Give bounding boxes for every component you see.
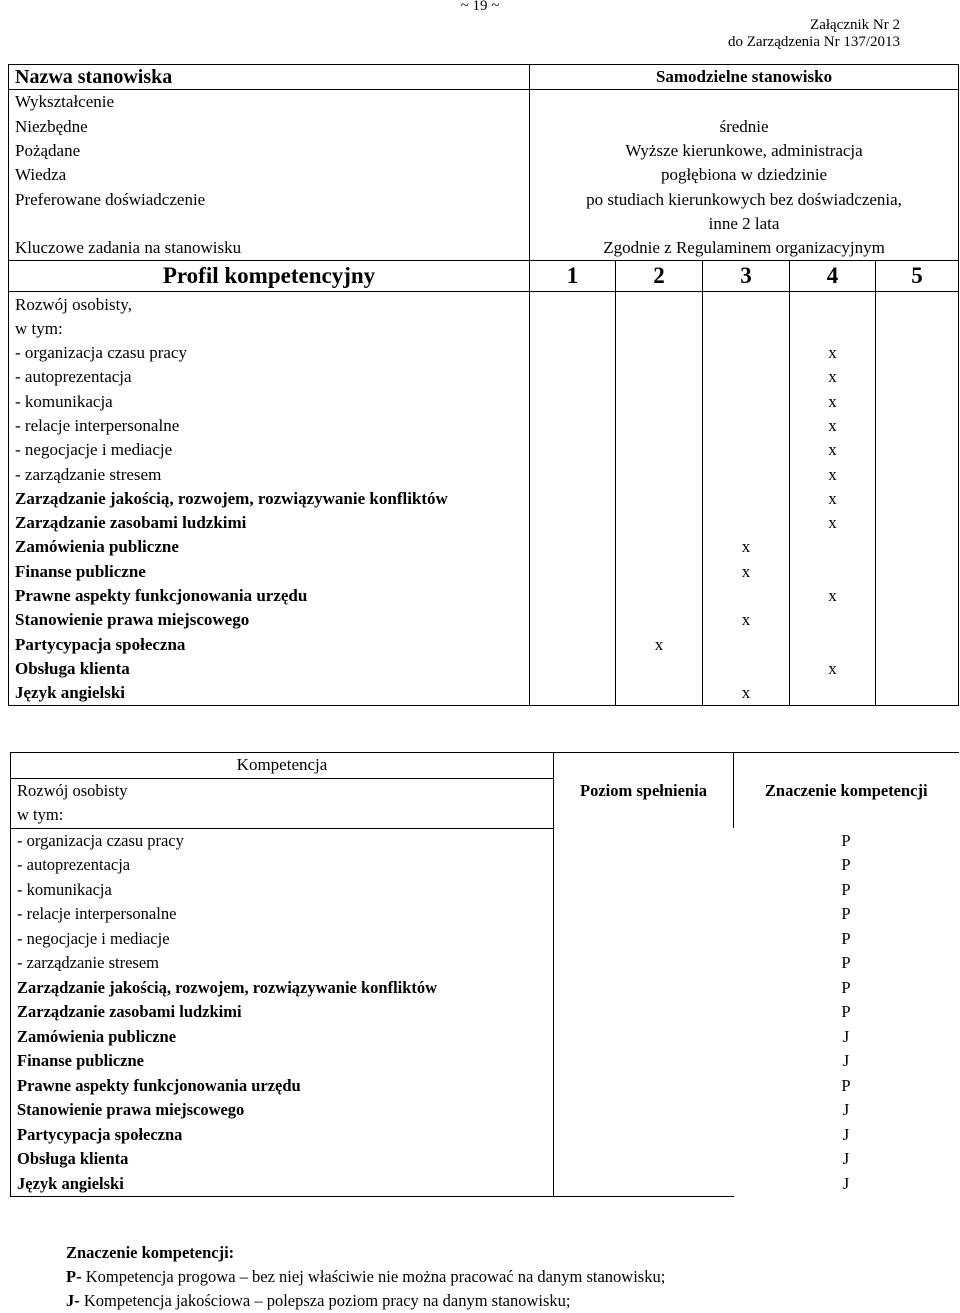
- level-cell-4: [790, 535, 876, 559]
- required-label: Niezbędne: [9, 115, 530, 139]
- personal-development-subheading: w tym:: [9, 317, 530, 341]
- level-cell-5: [876, 608, 959, 632]
- competence-row-label: - autoprezentacja: [11, 853, 554, 878]
- fulfilment-level-cell: [554, 1098, 734, 1123]
- profile-row: [9, 511, 959, 535]
- fulfilment-level-cell: [554, 878, 734, 903]
- level-cell-5: [876, 511, 959, 535]
- fulfilment-level-cell: [554, 927, 734, 952]
- legend-j-text: Kompetencja jakościowa – polepsza poziom pracy na danym stanowisku;: [79, 1291, 571, 1310]
- level-cell-2: [616, 487, 703, 511]
- profile-row: [9, 414, 959, 438]
- profile-row: [9, 487, 959, 511]
- level-cell-4: [790, 487, 876, 511]
- competence-row: [11, 1074, 959, 1099]
- level-header-5: 5: [876, 261, 959, 292]
- level-cell-4: [790, 608, 876, 632]
- level-cell-4: [790, 414, 876, 438]
- competence-row: [11, 902, 959, 927]
- level-mark: x: [828, 416, 837, 435]
- level-cell-1: [530, 462, 616, 486]
- education-label: Wykształcenie: [9, 90, 530, 115]
- profile-row-label: - negocjacje i mediacje: [9, 438, 530, 462]
- level-mark: x: [654, 634, 664, 654]
- profile-row: [9, 535, 959, 559]
- significance-cell: P: [841, 830, 851, 850]
- level-cell-4: [790, 584, 876, 608]
- annex-line-1: Załącznik Nr 2: [810, 17, 900, 33]
- profile-row: [9, 560, 959, 584]
- profile-row: [9, 365, 959, 389]
- competence-row: [11, 853, 959, 878]
- level-mark: x: [828, 440, 837, 460]
- level-cell-3: [703, 681, 790, 706]
- profile-row-label: - komunikacja: [9, 390, 530, 414]
- competence-row: [11, 1000, 959, 1025]
- fulfilment-level-cell: [554, 902, 734, 927]
- personal-development-heading: Rozwój osobisty,: [9, 292, 530, 317]
- level-cell-2: [616, 438, 703, 462]
- significance-cell: J: [842, 1100, 850, 1120]
- level-cell-2: [616, 511, 703, 535]
- level-mark: x: [828, 367, 837, 387]
- competence-row: [11, 1025, 959, 1050]
- fulfilment-level-header: Poziom spełnienia: [554, 753, 734, 829]
- knowledge-label: Wiedza: [9, 163, 530, 187]
- level-cell-3: [703, 341, 790, 365]
- significance-cell: P: [841, 855, 851, 875]
- level-cell-4: [790, 657, 876, 681]
- level-mark: x: [741, 683, 751, 703]
- level-cell-3: [703, 608, 790, 632]
- profile-row-label: Obsługa klienta: [9, 657, 530, 681]
- significance-cell: P: [841, 928, 851, 948]
- profile-row-label: Partycypacja społeczna: [9, 633, 530, 657]
- level-cell-5: [876, 681, 959, 706]
- position-name-value: Samodzielne stanowisko: [530, 65, 959, 90]
- level-cell-1: [530, 633, 616, 657]
- level-cell-1: [530, 560, 616, 584]
- level-cell-1: [530, 341, 616, 365]
- competence-row-label: - zarządzanie stresem: [11, 951, 554, 976]
- level-cell-1: [530, 365, 616, 389]
- level-cell-5: [876, 535, 959, 559]
- level-cell-3: [703, 511, 790, 535]
- legend-p: [66, 1265, 665, 1289]
- competence-row-label: - relacje interpersonalne: [11, 902, 554, 927]
- profile-row-label: - relacje interpersonalne: [9, 414, 530, 438]
- experience-label-continued: [9, 212, 530, 236]
- level-cell-4: [790, 560, 876, 584]
- profile-row-label: Zarządzanie jakością, rozwojem, rozwiązywanie konfliktów: [9, 487, 530, 511]
- competence-row-label: Finanse publiczne: [11, 1049, 554, 1074]
- level-header-1: 1: [530, 261, 616, 292]
- significance-cell: P: [841, 1002, 851, 1022]
- level-mark: x: [741, 537, 751, 557]
- profile-row-label: - autoprezentacja: [9, 365, 530, 389]
- level-cell-1: [530, 390, 616, 414]
- preferred-label: Pożądane: [9, 139, 530, 163]
- key-tasks-label: Kluczowe zadania na stanowisku: [9, 236, 530, 261]
- level-mark: x: [828, 488, 837, 508]
- profile-row: [9, 390, 959, 414]
- significance-cell: P: [841, 977, 851, 997]
- preferred-value: Wyższe kierunkowe, administracja: [530, 139, 959, 163]
- profile-row: [9, 462, 959, 486]
- level-mark: x: [828, 391, 837, 411]
- level-cell-5: [876, 560, 959, 584]
- significance-header: Znaczenie kompetencji: [734, 753, 959, 829]
- profile-row-label: Prawne aspekty funkcjonowania urzędu: [9, 584, 530, 608]
- competence-row: [11, 1172, 959, 1197]
- level-cell-1: [530, 487, 616, 511]
- competence-row-label: - komunikacja: [11, 878, 554, 903]
- level-cell-1: [530, 657, 616, 681]
- level-cell-3: [703, 560, 790, 584]
- level-cell-5: [876, 633, 959, 657]
- significance-cell: J: [842, 1149, 850, 1169]
- competence-row-label: Prawne aspekty funkcjonowania urzędu: [11, 1074, 554, 1099]
- level-cell-2: [616, 390, 703, 414]
- level-mark: x: [828, 513, 837, 533]
- level-cell-3: [703, 584, 790, 608]
- personal-development-subheading-2: w tym:: [11, 803, 554, 828]
- significance-cell: J: [842, 1026, 850, 1046]
- level-cell-5: [876, 584, 959, 608]
- fulfilment-level-cell: [554, 853, 734, 878]
- profile-row-label: - organizacja czasu pracy: [9, 341, 530, 365]
- fulfilment-level-cell: [554, 828, 734, 853]
- competence-row-label: Obsługa klienta: [11, 1147, 554, 1172]
- profile-row: [9, 633, 959, 657]
- legend-title: Znaczenie kompetencji:: [66, 1243, 235, 1262]
- level-mark: x: [828, 658, 837, 678]
- level-cell-4: [790, 365, 876, 389]
- level-mark: x: [828, 343, 837, 363]
- level-cell-5: [876, 438, 959, 462]
- competence-row: [11, 1049, 959, 1074]
- competence-row-label: Partycypacja społeczna: [11, 1123, 554, 1148]
- level-cell-2: [616, 560, 703, 584]
- fulfilment-level-cell: [554, 1074, 734, 1099]
- level-cell-2: [616, 633, 703, 657]
- level-cell-4: [790, 341, 876, 365]
- level-cell-2: [616, 414, 703, 438]
- legend-p-key: P-: [66, 1267, 82, 1286]
- profile-row: [9, 341, 959, 365]
- level-cell-3: [703, 487, 790, 511]
- education-value: [530, 90, 959, 115]
- competence-row-label: - organizacja czasu pracy: [11, 828, 554, 853]
- level-cell-4: [790, 681, 876, 706]
- competence-row: [11, 927, 959, 952]
- competence-row-label: Język angielski: [11, 1172, 554, 1197]
- level-cell-2: [616, 608, 703, 632]
- level-header-3: 3: [703, 261, 790, 292]
- required-value: średnie: [530, 115, 959, 139]
- level-cell-3: [703, 535, 790, 559]
- experience-value-2: inne 2 lata: [530, 212, 959, 236]
- significance-cell: P: [841, 879, 851, 899]
- competence-row: [11, 1147, 959, 1172]
- level-cell-1: [530, 584, 616, 608]
- profile-row: [9, 608, 959, 632]
- experience-label: Preferowane doświadczenie: [9, 187, 530, 211]
- profile-title: Profil kompetencyjny: [9, 261, 530, 292]
- competence-row: [11, 828, 959, 853]
- competence-header: Kompetencja: [11, 753, 554, 779]
- significance-cell: P: [841, 904, 851, 924]
- level-header-4: 4: [790, 261, 876, 292]
- level-cell-1: [530, 414, 616, 438]
- annex-line-2: do Zarządzenia Nr 137/2013: [727, 34, 900, 50]
- profile-row-label: Stanowienie prawa miejscowego: [9, 608, 530, 632]
- level-cell-5: [876, 414, 959, 438]
- profile-row-label: - zarządzanie stresem: [9, 462, 530, 486]
- level-cell-5: [876, 341, 959, 365]
- level-cell-1: [530, 438, 616, 462]
- fulfilment-level-cell: [554, 1025, 734, 1050]
- profile-row-label: Zarządzanie zasobami ludzkimi: [9, 511, 530, 535]
- competence-row-label: Stanowienie prawa miejscowego: [11, 1098, 554, 1123]
- competence-row: [11, 951, 959, 976]
- competence-row-label: Zamówienia publiczne: [11, 1025, 554, 1050]
- personal-development-heading-2: Rozwój osobisty: [11, 778, 554, 803]
- competence-row-label: Zarządzanie jakością, rozwojem, rozwiązywanie konfliktów: [11, 976, 554, 1001]
- level-cell-4: [790, 633, 876, 657]
- level-cell-3: [703, 365, 790, 389]
- competence-significance-table: [10, 752, 959, 1197]
- competence-row: [11, 976, 959, 1001]
- level-cell-5: [876, 462, 959, 486]
- fulfilment-level-cell: [554, 1147, 734, 1172]
- fulfilment-level-cell: [554, 1172, 734, 1197]
- significance-cell: J: [842, 1124, 850, 1144]
- level-cell-5: [876, 390, 959, 414]
- level-cell-1: [530, 511, 616, 535]
- level-cell-2: [616, 657, 703, 681]
- profile-row: [9, 584, 959, 608]
- level-cell-2: [616, 341, 703, 365]
- level-header-2: 2: [616, 261, 703, 292]
- profile-row-label: Zamówienia publiczne: [9, 535, 530, 559]
- level-cell-1: [530, 535, 616, 559]
- level-cell-2: [616, 584, 703, 608]
- level-cell-3: [703, 438, 790, 462]
- level-cell-3: [703, 633, 790, 657]
- profile-row: [9, 681, 959, 706]
- level-mark: x: [828, 464, 837, 484]
- level-cell-4: [790, 511, 876, 535]
- level-cell-3: [703, 390, 790, 414]
- significance-cell: P: [841, 1075, 851, 1095]
- profile-row-label: Finanse publiczne: [9, 560, 530, 584]
- competence-row-label: - negocjacje i mediacje: [11, 927, 554, 952]
- fulfilment-level-cell: [554, 951, 734, 976]
- fulfilment-level-cell: [554, 1000, 734, 1025]
- level-cell-4: [790, 438, 876, 462]
- competence-row: [11, 1098, 959, 1123]
- level-cell-5: [876, 365, 959, 389]
- profile-row: [9, 657, 959, 681]
- competence-row-label: Zarządzanie zasobami ludzkimi: [11, 1000, 554, 1025]
- level-mark: x: [741, 610, 751, 630]
- level-cell-3: [703, 462, 790, 486]
- position-name-label: Nazwa stanowiska: [9, 65, 530, 90]
- level-mark: x: [828, 586, 837, 606]
- competency-profile-table: [8, 64, 959, 706]
- level-cell-5: [876, 657, 959, 681]
- legend-p-text: Kompetencja progowa – bez niej właściwie nie można pracować na danym stanowisku;: [81, 1267, 666, 1286]
- level-cell-4: [790, 390, 876, 414]
- legend-j: [66, 1289, 571, 1313]
- fulfilment-level-cell: [554, 1049, 734, 1074]
- page-number: ~ 19 ~: [460, 0, 500, 14]
- significance-cell: J: [842, 1051, 850, 1071]
- fulfilment-level-cell: [554, 1123, 734, 1148]
- level-cell-1: [530, 681, 616, 706]
- competence-row: [11, 878, 959, 903]
- profile-row-label: Język angielski: [9, 681, 530, 706]
- key-tasks-value: Zgodnie z Regulaminem organizacyjnym: [530, 236, 959, 261]
- level-cell-2: [616, 462, 703, 486]
- level-cell-4: [790, 462, 876, 486]
- profile-row: [9, 438, 959, 462]
- level-cell-3: [703, 414, 790, 438]
- competence-row: [11, 1123, 959, 1148]
- level-cell-1: [530, 608, 616, 632]
- experience-value-1: po studiach kierunkowych bez doświadczenia,: [530, 187, 959, 211]
- level-cell-2: [616, 535, 703, 559]
- level-cell-5: [876, 487, 959, 511]
- level-mark: x: [741, 561, 751, 581]
- significance-cell: P: [841, 953, 851, 973]
- significance-cell: J: [842, 1174, 850, 1193]
- knowledge-value: pogłębiona w dziedzinie: [530, 163, 959, 187]
- level-cell-3: [703, 657, 790, 681]
- level-cell-2: [616, 365, 703, 389]
- level-cell-2: [616, 681, 703, 706]
- fulfilment-level-cell: [554, 976, 734, 1001]
- legend-j-key: J-: [66, 1291, 80, 1310]
